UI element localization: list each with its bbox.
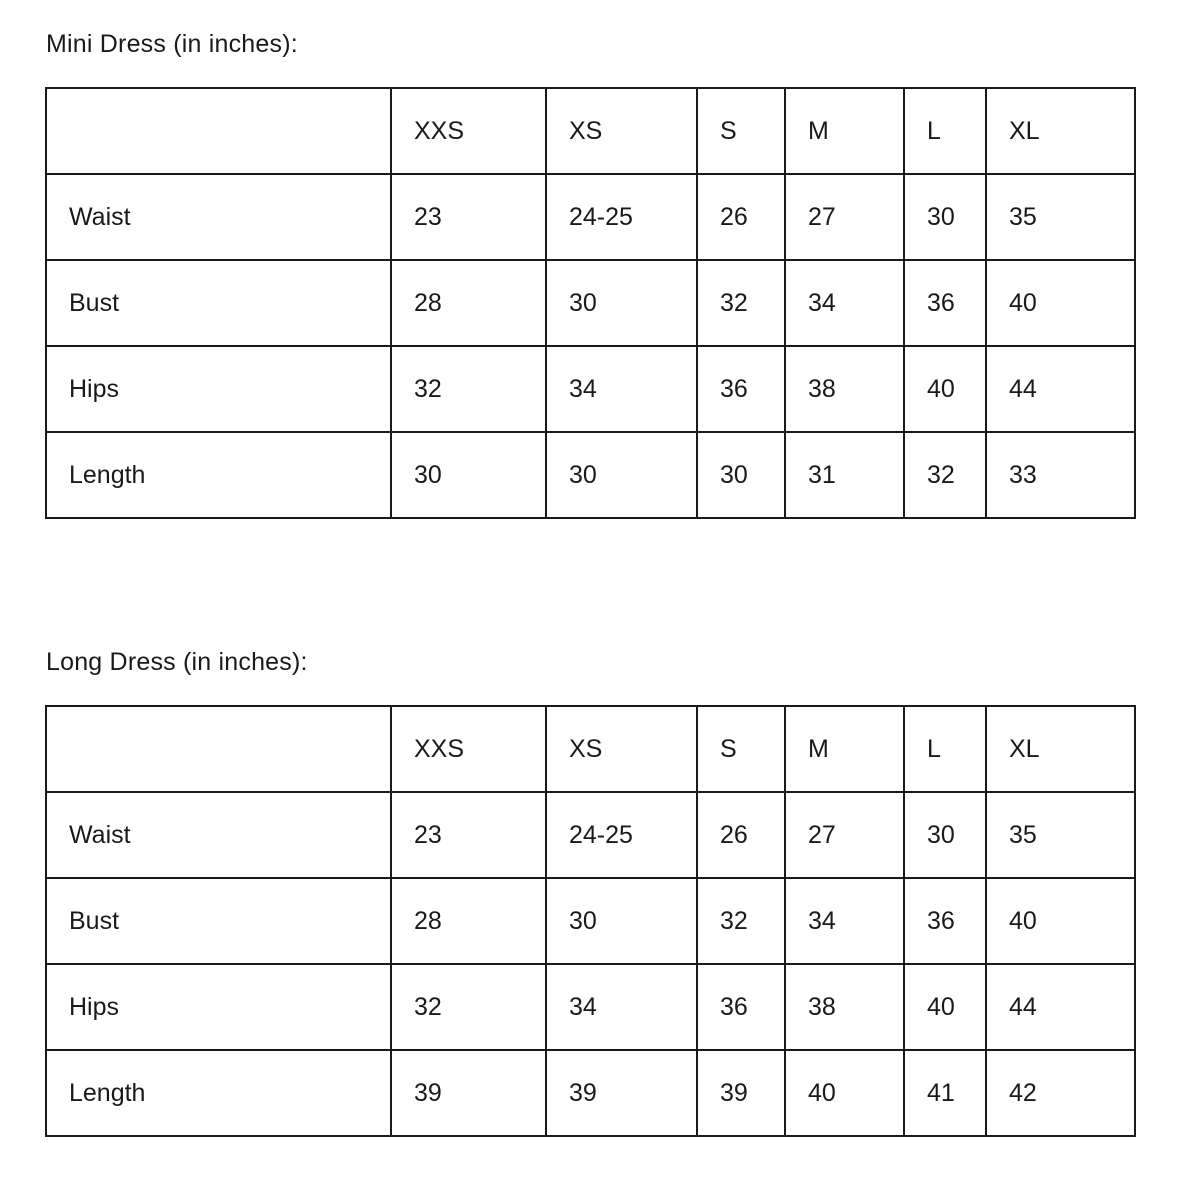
- table-cell: 31: [785, 432, 904, 518]
- table-cell: 27: [785, 792, 904, 878]
- table-cell: 40: [904, 346, 986, 432]
- header-cell-l: L: [904, 88, 986, 174]
- table-cell: 30: [546, 260, 697, 346]
- table-cell: 27: [785, 174, 904, 260]
- table-row: [46, 174, 1135, 260]
- table-cell: 30: [697, 432, 785, 518]
- header-cell-xxs: XXS: [391, 88, 546, 174]
- table-cell: 42: [986, 1050, 1135, 1136]
- row-label: Waist: [46, 792, 391, 878]
- table-cell: 24-25: [546, 174, 697, 260]
- table-cell: 38: [785, 964, 904, 1050]
- mini-dress-size-table: [45, 87, 1136, 519]
- table-cell: 39: [391, 1050, 546, 1136]
- table-cell: 23: [391, 792, 546, 878]
- long-dress-size-table: [45, 705, 1136, 1137]
- row-label: Length: [46, 1050, 391, 1136]
- table-header-row: [46, 88, 1135, 174]
- mini-dress-title: Mini Dress (in inches):: [46, 30, 298, 58]
- table-cell: 38: [785, 346, 904, 432]
- table-cell: 28: [391, 878, 546, 964]
- table-row: [46, 346, 1135, 432]
- table-cell: 35: [986, 792, 1135, 878]
- table-cell: 40: [986, 260, 1135, 346]
- table-cell: 30: [546, 432, 697, 518]
- row-label: Hips: [46, 964, 391, 1050]
- table-cell: 34: [785, 260, 904, 346]
- table-cell: 32: [391, 346, 546, 432]
- header-cell-s: S: [697, 88, 785, 174]
- row-label: Bust: [46, 260, 391, 346]
- table-cell: 34: [546, 346, 697, 432]
- header-cell-m: M: [785, 706, 904, 792]
- table-row: [46, 432, 1135, 518]
- table-header-row: [46, 706, 1135, 792]
- table-cell: 40: [785, 1050, 904, 1136]
- table-row: [46, 792, 1135, 878]
- table-cell: 35: [986, 174, 1135, 260]
- table-cell: 33: [986, 432, 1135, 518]
- table-cell: 30: [904, 174, 986, 260]
- table-cell: 40: [904, 964, 986, 1050]
- table-cell: 44: [986, 964, 1135, 1050]
- table-cell: 26: [697, 174, 785, 260]
- table-cell: 39: [697, 1050, 785, 1136]
- table-cell: 41: [904, 1050, 986, 1136]
- table-cell: 40: [986, 878, 1135, 964]
- header-cell-empty: [46, 88, 391, 174]
- table-cell: 36: [697, 964, 785, 1050]
- header-cell-xs: XS: [546, 706, 697, 792]
- header-cell-s: S: [697, 706, 785, 792]
- table-row: [46, 260, 1135, 346]
- row-label: Hips: [46, 346, 391, 432]
- table-cell: 32: [697, 260, 785, 346]
- row-label: Waist: [46, 174, 391, 260]
- table-cell: 36: [904, 878, 986, 964]
- table-cell: 36: [904, 260, 986, 346]
- table-row: [46, 878, 1135, 964]
- table-cell: 34: [546, 964, 697, 1050]
- header-cell-empty: [46, 706, 391, 792]
- table-cell: 30: [904, 792, 986, 878]
- table-cell: 34: [785, 878, 904, 964]
- header-cell-xxs: XXS: [391, 706, 546, 792]
- header-cell-l: L: [904, 706, 986, 792]
- table-cell: 32: [391, 964, 546, 1050]
- row-label: Bust: [46, 878, 391, 964]
- row-label: Length: [46, 432, 391, 518]
- table-cell: 32: [697, 878, 785, 964]
- table-cell: 28: [391, 260, 546, 346]
- table-cell: 30: [546, 878, 697, 964]
- table-row: [46, 964, 1135, 1050]
- table-cell: 24-25: [546, 792, 697, 878]
- table-cell: 26: [697, 792, 785, 878]
- header-cell-xl: XL: [986, 88, 1135, 174]
- table-cell: 30: [391, 432, 546, 518]
- table-cell: 32: [904, 432, 986, 518]
- table-cell: 39: [546, 1050, 697, 1136]
- table-cell: 36: [697, 346, 785, 432]
- table-cell: 44: [986, 346, 1135, 432]
- header-cell-xs: XS: [546, 88, 697, 174]
- header-cell-m: M: [785, 88, 904, 174]
- long-dress-title: Long Dress (in inches):: [46, 648, 308, 676]
- table-cell: 23: [391, 174, 546, 260]
- header-cell-xl: XL: [986, 706, 1135, 792]
- table-row: [46, 1050, 1135, 1136]
